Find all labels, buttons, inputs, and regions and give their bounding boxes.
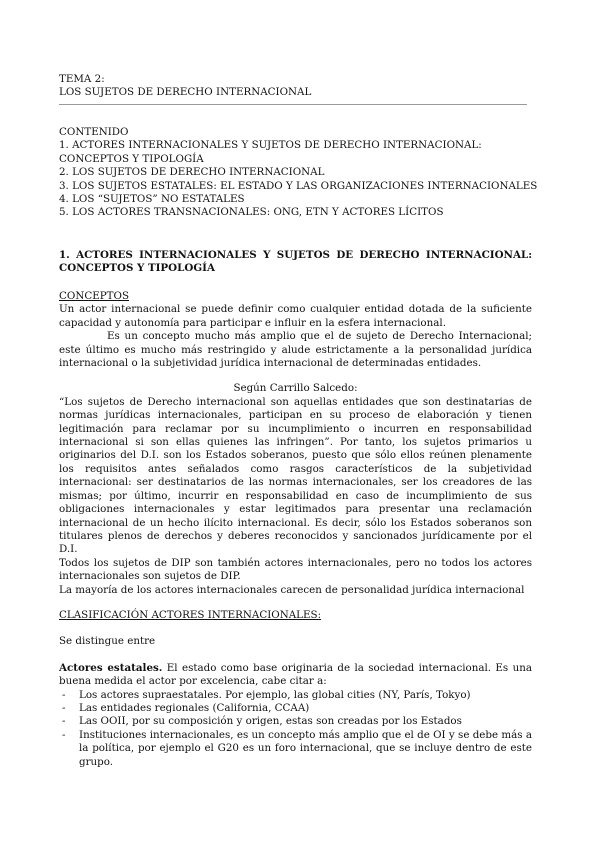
- concepts-label: CONCEPTOS: [59, 290, 130, 302]
- contents-item-2: 2. LOS SUJETOS DE DERECHO INTERNACIONAL: [59, 166, 325, 179]
- section-heading: 1. ACTORES INTERNACIONALES Y SUJETOS DE DERECHO INTERNACIONAL: CONCEPTOS Y TIPOLOGÍA: [59, 249, 532, 275]
- paragraph-actor-definition: Un actor internacional se puede definir como cualquier entidad dotada de la suficiente capacidad y autonomía para participar e influir en la esfera internacional.: [59, 303, 532, 329]
- header-divider: [59, 104, 527, 105]
- contents-item-4: 4. LOS “SUJETOS” NO ESTATALES: [59, 193, 245, 206]
- quote-carrillo-salcedo: “Los sujetos de Derecho internacional son aquellas entidades que son destinatarias de normas jurídicas internacionales, participan en su proceso de elaboración y tienen legitimación para reclamar por su incumplimiento o incurren en responsabilidad internacional si son ellas quienes las infringen”. Por tanto, los sujetos primarios u originarios del D.I. son los Estados soberanos, puesto que sólo ellos reúnen plenamente los requisitos antes señalados como rasgos característicos de la subjetividad internacional: ser destinatarios de las normas internacionales, ser los creadores de las mismas; por último, incurrir en responsabilidad en caso de incumplimiento de sus obligaciones internacionales y estar legitimados para presentar una reclamación internacional de un hecho ilícito internacional. Es decir, sólo los Estados soberanos son titulares plenos de derechos y deberes reconocidos y sancionados jurídicamente por el D.I.: [59, 395, 532, 556]
- citation-author: Según Carrillo Salcedo:: [233, 382, 358, 395]
- paragraph-majority-actors: La mayoría de los actores internacionales carecen de personalidad jurídica internacional: [59, 583, 525, 596]
- list-item: - Los actores supraestatales. Por ejemplo, las global cities (NY, París, Tokyo): [59, 689, 532, 702]
- list-item: - Las entidades regionales (California, CCAA): [59, 702, 532, 715]
- state-actors-list: [59, 689, 532, 769]
- paragraph-subject-definition: Es un concepto mucho más amplio que el de sujeto de Derecho Internacional; este último es mucho más restringido y alude estrictamente a la personalidad jurídica internacional o la subjetividad jurídica internacional de determinadas entidades.: [59, 330, 532, 370]
- topic-header: [59, 73, 532, 100]
- list-item: - Instituciones internacionales, es un concepto más amplio que el de OI y se debe más a la política, por ejemplo el G20 es un foro internacional, que se incluye dentro de este grupo.: [59, 729, 532, 769]
- state-actors-text: El estado como base originaria de la sociedad internacional. Es una buena medida el actor por excelencia, cabe citar a:: [59, 661, 532, 688]
- contents-item-5: 5. LOS ACTORES TRANSNACIONALES: ONG, ETN Y ACTORES LÍCITOS: [59, 206, 444, 219]
- contents-item-3: 3. LOS SUJETOS ESTATALES: EL ESTADO Y LAS ORGANIZACIONES INTERNACIONALES: [59, 179, 538, 192]
- contents-label: CONTENIDO: [59, 126, 129, 138]
- state-actors-paragraph: [59, 662, 532, 689]
- contents-item-1: 1. ACTORES INTERNACIONALES Y SUJETOS DE DERECHO INTERNACIONAL: CONCEPTOS Y TIPOLOGÍA: [59, 139, 482, 165]
- section-body: [59, 290, 532, 769]
- paragraph-all-subjects: Todos los sujetos de DIP son también actores internacionales, pero no todos los actores internacionales son sujetos de DIP.: [59, 556, 532, 583]
- state-actors-label: Actores estatales.: [59, 661, 163, 674]
- topic-number: TEMA 2:: [59, 73, 105, 85]
- table-of-contents: [59, 126, 538, 220]
- list-item: - Las OOII, por su composición y origen, estas son creadas por los Estados: [59, 715, 532, 728]
- distinguish-text: Se distingue entre: [59, 635, 156, 648]
- classification-label: CLASIFICACIÓN ACTORES INTERNACIONALES:: [59, 608, 322, 621]
- topic-title: LOS SUJETOS DE DERECHO INTERNACIONAL: [59, 86, 312, 99]
